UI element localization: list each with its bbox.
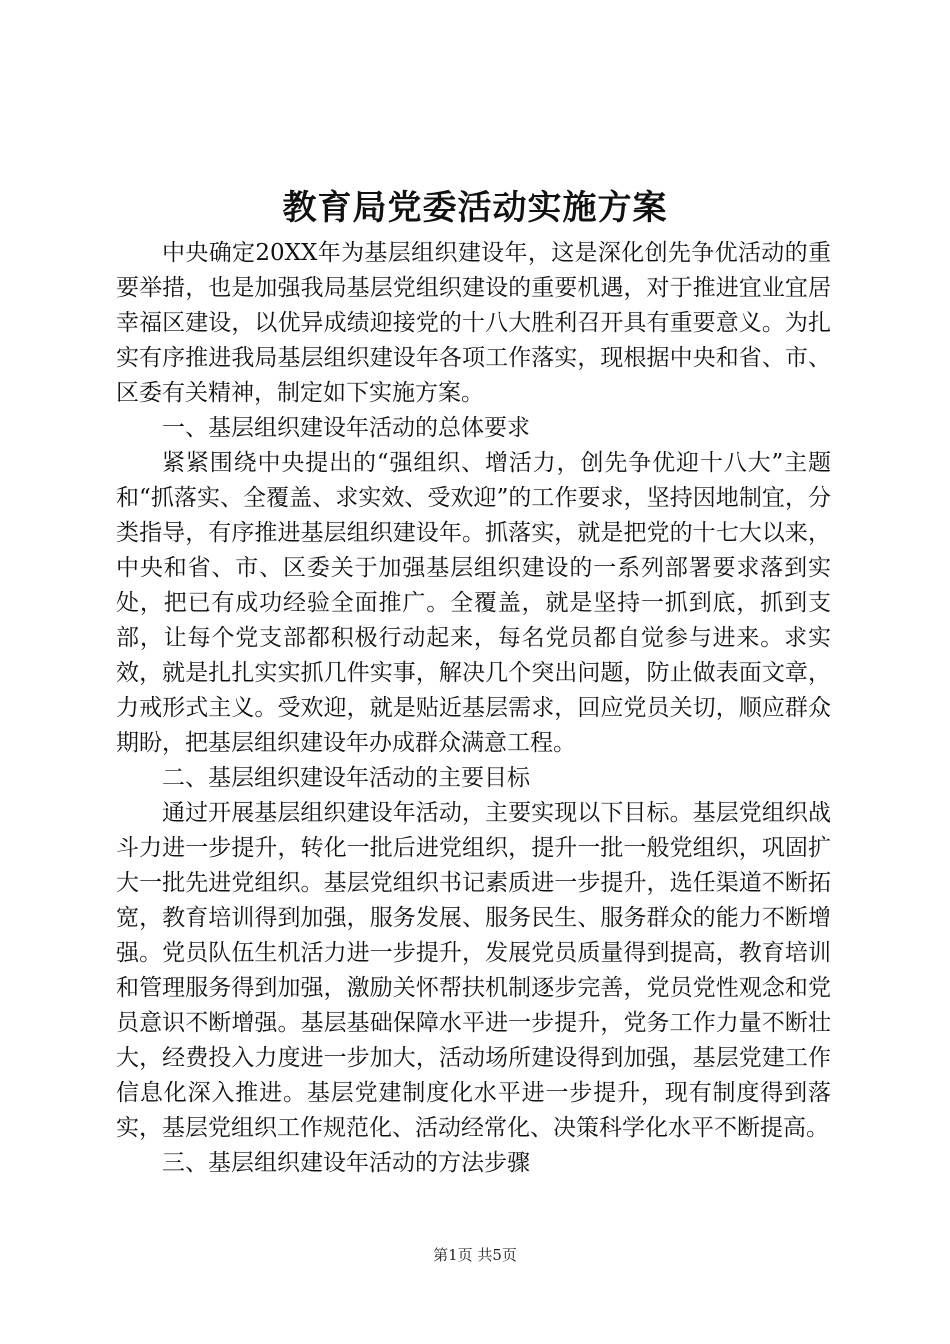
section-heading-3: 三、基层组织建设年活动的方法步骤 [162, 1150, 530, 1176]
section-1-paragraph: 紧紧围绕中央提出的“强组织、增活力，创先争优迎十八大”主题和“抓落实、全覆盖、求实效、受欢迎”的工作要求，坚持因地制宜，分类指导，有序推进基层组织建设年。抓落实，就是把党的十七大以来，中央和省、市、区委关于加强基层组织建设的一系列部署要求落到实处，把已有成功经验全面推广。全覆盖，就是坚持一抓到底，抓到支部，让每个党支部都积极行动起来，每名党员都自觉参与进来。求实效，就是扎扎实实抓几件实事，解决几个突出问题，防止做表面文章，力戒形式主义。受欢迎，就是贴近基层需求，回应党员关切，顺应群众期盼，把基层组织建设年办成群众满意工程。 [116, 450, 831, 756]
intro-paragraph: 中央确定20XX年为基层组织建设年，这是深化创先争优活动的重要举措，也是加强我局基层党组织建设的重要机遇，对于推进宜业宜居幸福区建设，以优异成绩迎接党的十八大胜利召开具有重要意义。为扎实有序推进我局基层组织建设年各项工作落实，现根据中央和省、市、区委有关精神，制定如下实施方案。 [116, 240, 831, 406]
document-title: 教育局党委活动实施方案 [282, 188, 668, 228]
section-heading-1: 一、基层组织建设年活动的总体要求 [162, 415, 530, 441]
document-body [116, 236, 831, 1181]
section-2-paragraph: 通过开展基层组织建设年活动，主要实现以下目标。基层党组织战斗力进一步提升，转化一批后进党组织，提升一批一般党组织，巩固扩大一批先进党组织。基层党组织书记素质进一步提升，选任渠道不断拓宽，教育培训得到加强，服务发展、服务民生、服务群众的能力不断增强。党员队伍生机活力进一步提升，发展党员质量得到提高，教育培训和管理服务得到加强，激励关怀帮扶机制逐步完善，党员党性观念和党员意识不断增强。基层基础保障水平进一步提升，党务工作力量不断壮大，经费投入力度进一步加大，活动场所建设得到加强，基层党建工作信息化深入推进。基层党建制度化水平进一步提升，现有制度得到落实，基层党组织工作规范化、活动经常化、决策科学化水平不断提高。 [116, 800, 831, 1141]
page-footer: 第1页 共5页 [433, 1246, 517, 1264]
section-heading-2: 二、基层组织建设年活动的主要目标 [162, 765, 530, 791]
